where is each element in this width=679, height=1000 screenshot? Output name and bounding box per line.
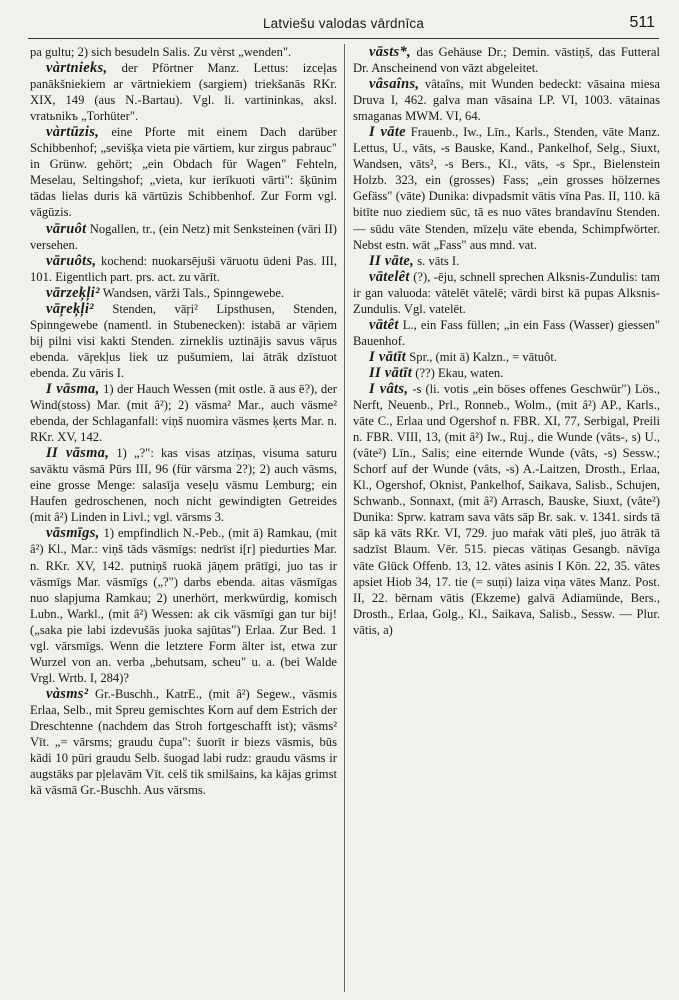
entry-text: pa gultu; 2) sich besudeln Salis. Zu vèrst „wenden".: [30, 45, 292, 59]
entry-text: (?), -ēju, schnell sprechen Alksnis-Zundulis: tam ir gan valuoda: vātelēt vātelē; vārdi birst kā pupas Alksnis-Zundulis. Vgl. vatelēt.: [353, 269, 660, 316]
entry-headword: vàsms²: [46, 685, 89, 702]
entry-text: Frauenb., Iw., Līn., Karls., Stenden, vāte Manz. Lettus, U., vāts, -s Bauske, Kand., Pankelhof, Selg., Siuxt, Wandsen, vāts², -s Bers., Kl., vāts, -s Spr., Bielenstein Holzb. 323, ein (grosses) Fass; „ein grosses hölzernes Gefäss" (vāte) Dunika: divpadsmit vātis vīna Pas. II, 110. kā bitīte nuo ziediem sūc, tā es nuo vātes brandavīnu Stenden. — sūdu vāte Stenden, mīzeļu vāte ebenda, Schimpfwörter. Nebst estn. wāt „Fass" aus mnd. vat.: [353, 125, 660, 252]
entry-headword: vāruôts,: [46, 252, 97, 269]
entry-text: -s (li. votis „ein böses offenes Geschwür") Lös., Nerft, Neuenb., Prl., Ronneb., Wolm., (mit â²) AP., Karls., vāte C., Erlaa und Ogershof n. FBR. XI, 77, Serbigal, Preili n. FBR. VIII, 13, (mit â²) Iw., Ruj., die Wunde (vâts-, s) U., (vâte²) Līn., Salis; eine eiternde Wunde (vâts, -s) Sessw.; Schorf auf der Wunde (vâts, -s) A.-Laitzen, Drosth., Erlaa, Kl., Ogershof, Oknist, Pankelhof, Saikava, Salisb., Schujen, Schwanb., Sonnaxt, (mit â²) Arrasch, Bauske, Siuxt, (vâte²) Dunika: Sprw. katram sava vāts sāp Br. sak. v. 1341. sirds tā sāp kā vāts RKr. VI, 729. juo maṙak vāti pleš, juo ātrāk tā sadzīst Blaum. Vēr. 515. piecas vātiņas Gesangb. nāvīga vāte Glück Offenb. 13, 12. vātes asinis I Kōn. 22, 35. vātes apsiet Hiob 34, 17. tie (= suņi) laiza viņa vātes Manz. Post. II, 22. bērnam vātis (Ekzeme) galvā Adiamünde, Bers., Drosth., Erlaa, Golg., Kl., Saikava, Salisb., Sessw. — Plur. vātis, a): [353, 381, 660, 637]
dictionary-entry: [30, 301, 337, 381]
entry-text: (??) Ekau, waten.: [415, 365, 504, 380]
entry-text: der Pförtner Manz. Lettus: izceļas panākšniekiem ar vārtniekiem (sargiem) triekšanās RKr. XIX, 149 (aus N.-Bartau). Vgl. li. vartininkas, aksl. vratьnikъ „Torhüter".: [30, 61, 337, 124]
entry-text: 1) empfindlich N.-Peb., (mit ā) Ramkau, (mit â²) Kl., Mar.: viņš tāds vāsmīgs: nedrīst i[r] piedurties Mar. n. RKr. XV, 142. putniņš ruokā jāņem prātīgi, juo tas ir vāsmīgs Mar. vāsmīgs („?") darbs ebenda. aitas vāsmīgas nuo slapjuma Ramkau; 2) unerhört, merkwürdig, komisch Lubn., Warkl., (mit â²) Wessen: ak cik vāsmīgi gan tur bij! („saka pie labi izdevušās juoka sajūtas") Erlaa. Zur Bed. 1 vgl. vārsmīgs. Wenn die letztere Form älter ist, etwa zur Wurzel von an. verba „behutsam, scheu" u. a. (bei Walde Vrgl. Wrtb. I, 284)?: [30, 526, 337, 685]
entry-headword: vāsts*,: [369, 44, 411, 60]
dictionary-entry: [30, 381, 337, 445]
entry-headword: vāŗeķļi²: [46, 300, 94, 317]
entry-text: 1) „?": kas visas atziņas, visuma saturu savāktu vāsmā Pūrs III, 96 (für vārsma 2?); 2) auch vāsms, eine grosse Menge: salasīja veseļu vāsmu Lemburg; ein Haufen gedroschenen, noch nicht gewindigten Getreides (mit â²) Linden in Livl.; vgl. vārsms 3.: [30, 446, 337, 525]
entry-headword: vātêt: [369, 316, 399, 333]
dictionary-entry: [30, 124, 337, 220]
entry-headword: vāsmīgs,: [46, 525, 100, 542]
entry-text: s. vāts I.: [417, 253, 460, 268]
dictionary-entry: [30, 686, 337, 798]
entry-headword: vārzeķļi²: [46, 284, 100, 301]
right-column: [353, 44, 660, 996]
entry-text: vâtaîns, mit Wunden bedeckt: vāsaina miesa Druva I, 462. galva man vāsaina LP. VI, 1003. vātainas smaganas MWM. VI, 64.: [353, 77, 660, 124]
column-divider: [344, 44, 345, 992]
dictionary-entry: [353, 381, 660, 638]
entry-continuation: [30, 44, 337, 60]
dictionary-entry: [353, 76, 660, 124]
entry-headword: I vāte: [369, 124, 406, 141]
entry-text: Wandsen, vārži Tals., Spinngewebe.: [102, 285, 285, 300]
running-header: [28, 12, 659, 39]
entry-text: Gr.-Buschh., KatrE., (mit â²) Segew., vāsmis Erlaa, Selb., mit Spreu gemischtes Korn auf dem Estrich der Dreschtenne (nachdem das Stroh fortgeschafft ist); vāsms² Vīt. „= vārsms; graudu čupa": šuorīt ir biezs vāsmis, būs kādi 10 pūri graudu Selb. šuogad labi rudz: graudu vāsms ir augstāks par pļelavām Vīt. celš tik smilšains, ka kājas grimst kā vāsmā Gr.-Buschh. Aus vārsms.: [30, 686, 337, 798]
running-title: Latviešu valodas vārdnīca: [262, 16, 425, 31]
page-number: 511: [629, 14, 655, 31]
entry-headword: vâsaîns,: [369, 76, 420, 93]
entry-text: L., ein Fass füllen; „in ein Fass (Wasser) giessen" Bauenhof.: [353, 317, 660, 348]
entry-text: das Gehäuse Dr.; Demin. vāstiņš, das Futteral Dr. Anscheinend von vāzt abgeleitet.: [353, 45, 660, 76]
entry-text: Stenden, vāŗi² Lipsthusen, Stenden, Spinngewebe (namentl. in Stubenecken): istabā ar vāŗiem bij pilni visi kakti Stenden. zirneklis uztinājis savus vāŗus ebenda. vāŗekļus liek uz pušumiem, lai ātrāk dzīstuot ebenda. Zu vāris I.: [30, 301, 337, 380]
entry-text: kochend: nuokarsējuši vāruotu ūdeni Pas. III, 101. Eigentlich part. prs. act. zu vārīt.: [30, 253, 337, 284]
entry-text: Nogallen, tr., (ein Netz) mit Senksteinen (vāri II) versehen.: [30, 221, 337, 252]
entry-text: Spr., (mit ā) Kalzn., = vātuôt.: [409, 349, 558, 364]
dictionary-entry: [30, 285, 337, 301]
dictionary-entry: [30, 221, 337, 253]
entry-headword: I vāsma,: [46, 380, 100, 397]
dictionary-entry: [353, 124, 660, 252]
entry-headword: vàrtūzis,: [46, 124, 100, 141]
entry-headword: II vāte,: [369, 252, 415, 269]
dictionary-entry: [353, 44, 660, 76]
entry-headword: vàrtnieks,: [46, 60, 108, 77]
dictionary-entry: [30, 445, 337, 525]
entry-text: 1) der Hauch Wessen (mit ostle. ā aus ē?), der Wind(stoss) Mar. (mit â²); 2) väsma² Mar., auch väsme² ebenda, der Schlaganfall: viņš nuomira väsmes ķerts Mar. n. RKr. XV, 142.: [30, 381, 337, 445]
dictionary-entry: [30, 525, 337, 685]
dictionary-entry: [30, 60, 337, 124]
entry-headword: I vâts,: [369, 380, 409, 397]
entry-headword: vātelêt: [369, 268, 410, 285]
dictionary-entry: [353, 365, 660, 381]
left-column: [30, 44, 337, 996]
dictionary-entry: [353, 349, 660, 365]
entry-headword: II vāsma,: [46, 445, 110, 462]
dictionary-entry: [353, 253, 660, 269]
entry-text: eine Pforte mit einem Dach darüber Schibbenhof; „sevišķa vieta pie vārtiem, kur zirgus pabrauc" in Grünw. gehört; „ein Obdach für Wagen" Fehteln, Meselau, Seltingshof; „vieta, kur ierīkuoti vārti": šķūnim tādas lielas duris kā vārtūzis Schibbenhof. Zur Form vgl. vāgūzis.: [30, 125, 337, 220]
entry-headword: II vātīt: [369, 364, 413, 381]
dictionary-entry: [353, 269, 660, 317]
entry-headword: I vātīt: [369, 348, 407, 365]
dictionary-entry: [353, 317, 660, 349]
dictionary-entry: [30, 253, 337, 285]
entry-headword: vāruôt: [46, 220, 87, 237]
